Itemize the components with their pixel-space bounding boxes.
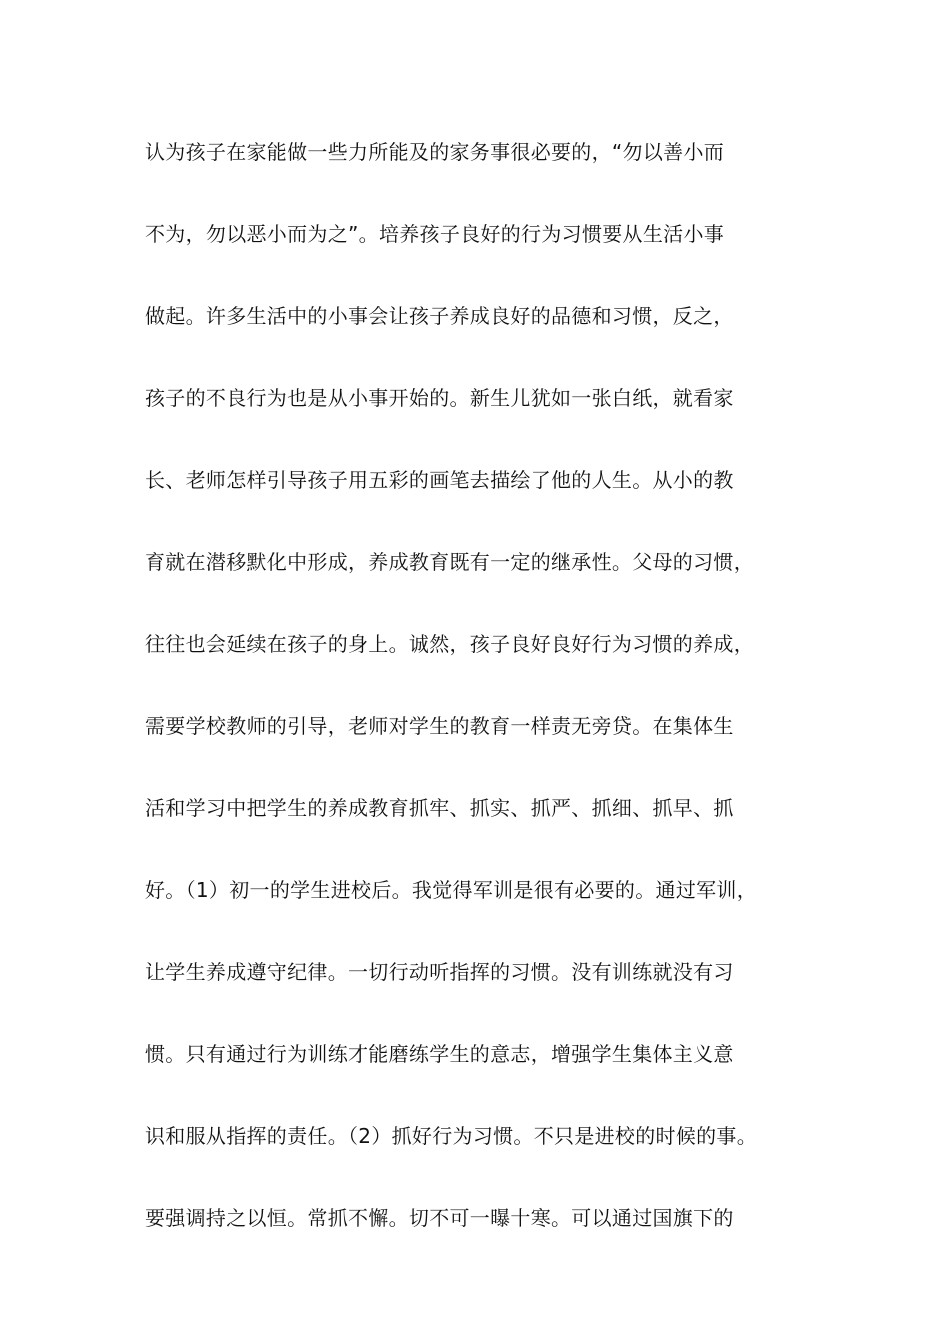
text-line: 长、老师怎样引导孩子用五彩的画笔去描绘了他的人生。从小的教 (145, 468, 734, 492)
text-line: 让学生养成遵守纪律。一切行动听指挥的习惯。没有训练就没有习 (145, 960, 734, 984)
body-paragraph (145, 132, 835, 1280)
text-line: 需要学校教师的引导，老师对学生的教育一样责无旁贷。在集体生 (145, 714, 734, 738)
text-line: 活和学习中把学生的养成教育抓牢、抓实、抓严、抓细、抓早、抓 (145, 796, 734, 820)
text-line: 往往也会延续在孩子的身上。诚然，孩子良好良好行为习惯的养成， (145, 632, 754, 656)
text-line: 育就在潜移默化中形成，养成教育既有一定的继承性。父母的习惯， (145, 550, 754, 574)
text-line: 好。（1）初一的学生进校后。我觉得军训是很有必要的。通过军训， (145, 878, 758, 902)
text-line: 识和服从指挥的责任。（2）抓好行为习惯。不只是进校的时候的事。 (145, 1124, 758, 1148)
text-line: 要强调持之以恒。常抓不懈。切不可一曝十寒。可以通过国旗下的 (145, 1206, 734, 1230)
text-line: 不为，勿以恶小而为之”。培养孩子良好的行为习惯要从生活小事 (145, 222, 725, 246)
text-line: 做起。许多生活中的小事会让孩子养成良好的品德和习惯，反之， (145, 304, 734, 328)
text-line: 认为孩子在家能做一些力所能及的家务事很必要的，“勿以善小而 (145, 140, 725, 164)
text-line: 孩子的不良行为也是从小事开始的。新生儿犹如一张白纸，就看家 (145, 386, 734, 410)
text-line: 惯。只有通过行为训练才能磨练学生的意志，增强学生集体主义意 (145, 1042, 734, 1066)
